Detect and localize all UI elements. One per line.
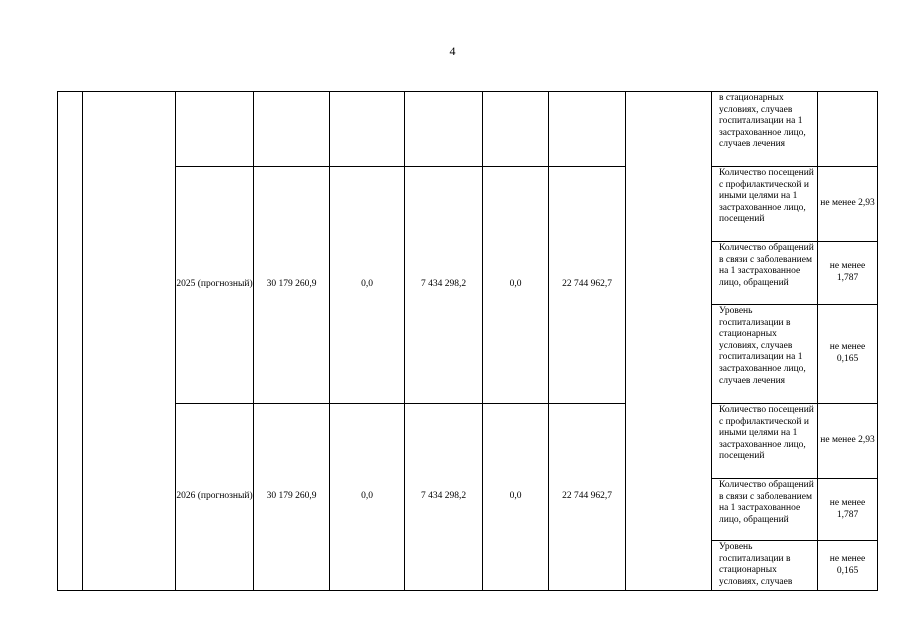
indicator-name: Количество посещений с профилактической и иными целями на 1 застрахованное лицо, посещений xyxy=(712,404,818,479)
indicator-name: в стационарных условиях, случаев госпитализации на 1 застрахованное лицо, случаев лечения xyxy=(712,92,818,167)
year-label: 2026 (прогнозный) xyxy=(176,404,254,591)
total-cell-empty xyxy=(254,92,330,167)
indicator-name: Уровень госпитализации в стационарных условиях, случаев xyxy=(712,541,818,591)
program-name-cell xyxy=(83,92,176,591)
year-label: 2025 (прогнозный) xyxy=(176,167,254,404)
indicator-name: Количество обращений в связи с заболеванием на 1 застрахованное лицо, обращений xyxy=(712,479,818,541)
regional-amount: 7 434 298,2 xyxy=(405,167,483,404)
local-amount: 0,0 xyxy=(483,167,549,404)
indicator-target: не менее 0,165 xyxy=(818,305,878,404)
extra-cell-empty xyxy=(549,92,626,167)
local-cell-empty xyxy=(483,92,549,167)
extra-amount: 22 744 962,7 xyxy=(549,404,626,591)
index-cell xyxy=(58,92,83,591)
indicator-target: не менее 2,93 xyxy=(818,404,878,479)
page-number: 4 xyxy=(449,44,456,58)
indicator-target: не менее 0,165 xyxy=(818,541,878,591)
table-row xyxy=(58,167,878,242)
regional-cell-empty xyxy=(405,92,483,167)
indicator-name: Уровень госпитализации в стационарных условиях, случаев госпитализации на 1 застрахованное лицо, случаев лечения xyxy=(712,305,818,404)
total-amount: 30 179 260,9 xyxy=(254,404,330,591)
indicator-target: не менее 1,787 xyxy=(818,242,878,305)
year-cell-empty xyxy=(176,92,254,167)
responsible-cell xyxy=(626,92,712,591)
program-funding-table xyxy=(57,91,878,591)
indicator-target: не менее 1,787 xyxy=(818,479,878,541)
local-amount: 0,0 xyxy=(483,404,549,591)
indicator-name: Количество обращений в связи с заболеванием на 1 застрахованное лицо, обращений xyxy=(712,242,818,305)
total-amount: 30 179 260,9 xyxy=(254,167,330,404)
federal-amount: 0,0 xyxy=(330,404,405,591)
table-row xyxy=(58,404,878,479)
indicator-name: Количество посещений с профилактической и иными целями на 1 застрахованное лицо, посещений xyxy=(712,167,818,242)
federal-cell-empty xyxy=(330,92,405,167)
regional-amount: 7 434 298,2 xyxy=(405,404,483,591)
indicator-target-empty xyxy=(818,92,878,167)
indicator-target: не менее 2,93 xyxy=(818,167,878,242)
extra-amount: 22 744 962,7 xyxy=(549,167,626,404)
federal-amount: 0,0 xyxy=(330,167,405,404)
table-row xyxy=(58,92,878,167)
